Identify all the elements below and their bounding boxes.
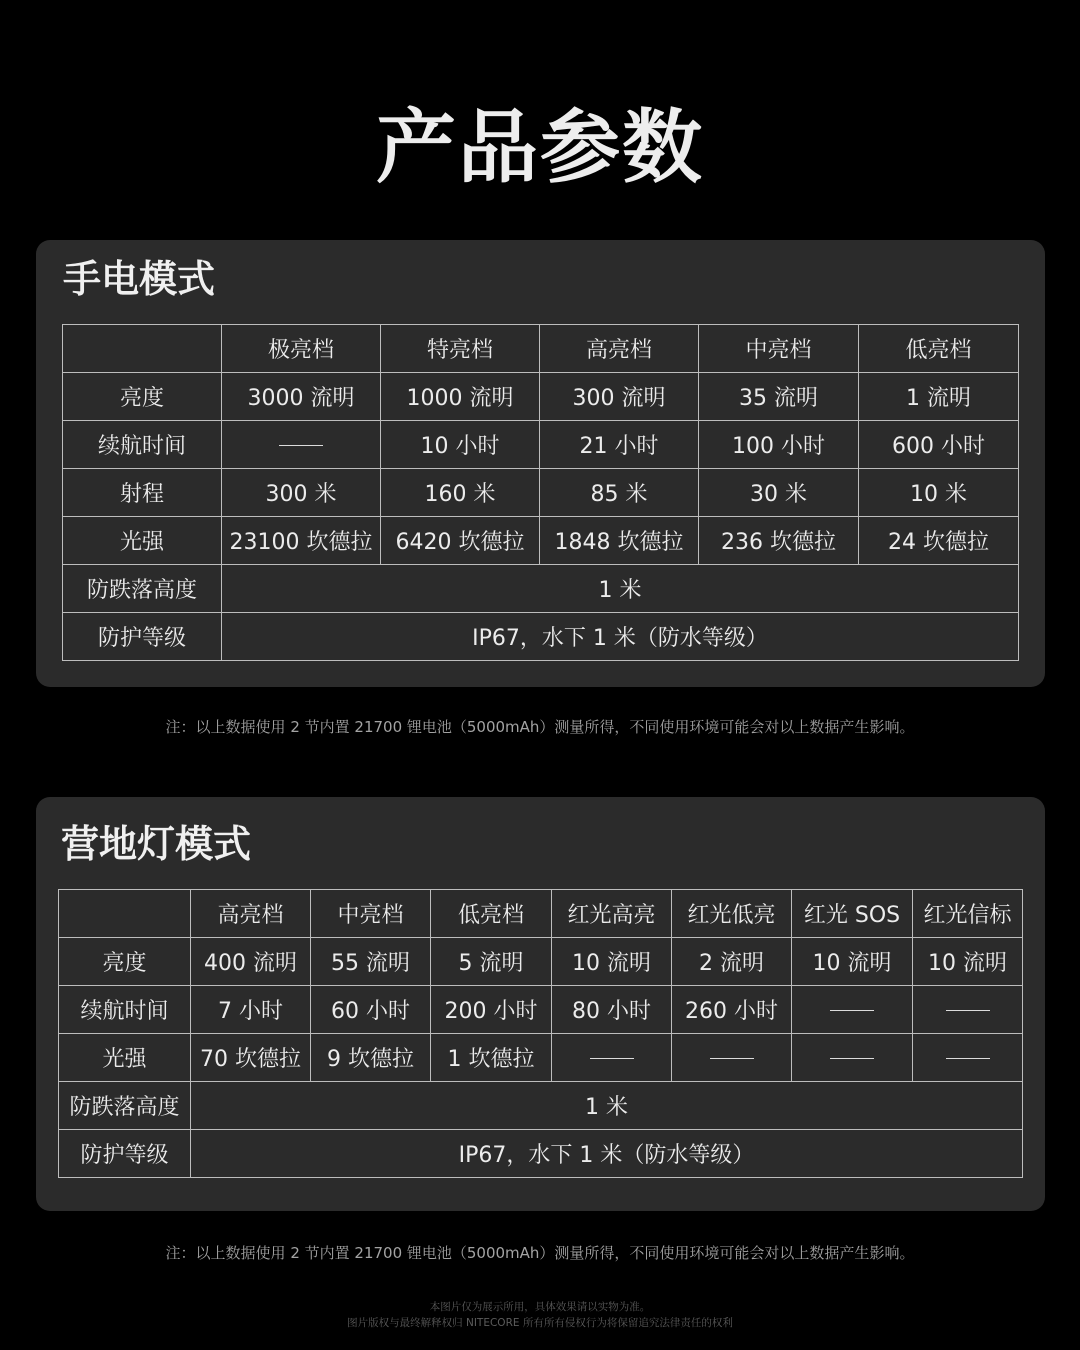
value-cell: 60 小时 (311, 986, 431, 1034)
mode-header-cell: 高亮档 (540, 325, 699, 373)
not-applicable-dash (830, 1058, 874, 1059)
row-label-cell: 防护等级 (59, 1130, 191, 1178)
value-cell: 24 坎德拉 (859, 517, 1019, 565)
corner-cell (59, 890, 191, 938)
flashlight-spec-table (62, 324, 1019, 661)
corner-cell (63, 325, 222, 373)
value-cell: 35 流明 (699, 373, 859, 421)
value-cell: 70 坎德拉 (191, 1034, 311, 1082)
test-note: 注：以上数据使用 2 节内置 21700 锂电池（5000mAh）测量所得，不同使用环境可能会对以上数据产生影响。 (165, 1244, 915, 1262)
value-cell: 21 小时 (540, 421, 699, 469)
table-header-row (59, 890, 1023, 938)
not-applicable-dash (946, 1010, 990, 1011)
value-cell (913, 1034, 1023, 1082)
table-row (59, 938, 1023, 986)
table-header-row (63, 325, 1019, 373)
table-row (63, 517, 1019, 565)
disclaimer-line-2: 图片版权与最终解释权归 NITECORE 所有所有侵权行为将保留追究法律责任的权利 (347, 1317, 733, 1329)
camp-light-mode-panel (36, 797, 1045, 1211)
table-row (63, 373, 1019, 421)
value-cell: 5 流明 (431, 938, 552, 986)
mode-header-cell: 低亮档 (431, 890, 552, 938)
value-cell: 9 坎德拉 (311, 1034, 431, 1082)
value-cell (792, 1034, 913, 1082)
row-label-cell: 射程 (63, 469, 222, 517)
table-row (63, 469, 1019, 517)
not-applicable-dash (590, 1058, 634, 1059)
value-cell: 200 小时 (431, 986, 552, 1034)
value-cell (672, 1034, 792, 1082)
mode-header-cell: 特亮档 (381, 325, 540, 373)
value-cell: 160 米 (381, 469, 540, 517)
value-cell (913, 986, 1023, 1034)
drop-height-row (59, 1082, 1023, 1130)
not-applicable-dash (710, 1058, 754, 1059)
row-label-cell: 续航时间 (63, 421, 222, 469)
table-row (59, 1034, 1023, 1082)
value-cell: 300 米 (222, 469, 381, 517)
page-title: 产品参数 (376, 101, 704, 194)
ip-rating-row (63, 613, 1019, 661)
row-label-cell: 续航时间 (59, 986, 191, 1034)
value-cell (222, 421, 381, 469)
value-cell: 30 米 (699, 469, 859, 517)
row-label-cell: 防跌落高度 (63, 565, 222, 613)
row-label-cell: 光强 (63, 517, 222, 565)
value-cell: 1 坎德拉 (431, 1034, 552, 1082)
test-note: 注：以上数据使用 2 节内置 21700 锂电池（5000mAh）测量所得，不同使用环境可能会对以上数据产生影响。 (165, 718, 915, 736)
mode-header-cell: 红光低亮 (672, 890, 792, 938)
not-applicable-dash (946, 1058, 990, 1059)
flashlight-mode-panel (36, 240, 1045, 687)
ip-rating-value: IP67，水下 1 米（防水等级） (191, 1130, 1023, 1178)
value-cell: 1000 流明 (381, 373, 540, 421)
ip-rating-value: IP67，水下 1 米（防水等级） (222, 613, 1019, 661)
value-cell: 3000 流明 (222, 373, 381, 421)
row-label-cell: 防护等级 (63, 613, 222, 661)
value-cell: 236 坎德拉 (699, 517, 859, 565)
value-cell: 600 小时 (859, 421, 1019, 469)
not-applicable-dash (279, 445, 323, 446)
mode-header-cell: 红光 SOS (792, 890, 913, 938)
value-cell: 85 米 (540, 469, 699, 517)
drop-height-value: 1 米 (222, 565, 1019, 613)
value-cell: 400 流明 (191, 938, 311, 986)
value-cell: 260 小时 (672, 986, 792, 1034)
mode-header-cell: 高亮档 (191, 890, 311, 938)
table-row (63, 421, 1019, 469)
value-cell: 55 流明 (311, 938, 431, 986)
row-label-cell: 亮度 (63, 373, 222, 421)
value-cell: 100 小时 (699, 421, 859, 469)
ip-rating-row (59, 1130, 1023, 1178)
camp-light-spec-table (58, 889, 1023, 1178)
row-label-cell: 防跌落高度 (59, 1082, 191, 1130)
mode-header-cell: 低亮档 (859, 325, 1019, 373)
mode-header-cell: 红光高亮 (552, 890, 672, 938)
mode-header-cell: 中亮档 (311, 890, 431, 938)
value-cell: 1848 坎德拉 (540, 517, 699, 565)
mode-header-cell: 红光信标 (913, 890, 1023, 938)
drop-height-row (63, 565, 1019, 613)
value-cell: 23100 坎德拉 (222, 517, 381, 565)
value-cell: 10 流明 (913, 938, 1023, 986)
disclaimer-line-1: 本图片仅为展示所用，具体效果请以实物为准。 (429, 1301, 651, 1313)
value-cell: 6420 坎德拉 (381, 517, 540, 565)
row-label-cell: 亮度 (59, 938, 191, 986)
value-cell (792, 986, 913, 1034)
mode-header-cell: 中亮档 (699, 325, 859, 373)
drop-height-value: 1 米 (191, 1082, 1023, 1130)
row-label-cell: 光强 (59, 1034, 191, 1082)
flashlight-mode-title: 手电模式 (63, 257, 216, 301)
camp-light-mode-title: 营地灯模式 (61, 822, 252, 866)
value-cell: 10 流明 (552, 938, 672, 986)
value-cell: 10 流明 (792, 938, 913, 986)
mode-header-cell: 极亮档 (222, 325, 381, 373)
table-row (59, 986, 1023, 1034)
value-cell: 10 小时 (381, 421, 540, 469)
not-applicable-dash (830, 1010, 874, 1011)
value-cell: 80 小时 (552, 986, 672, 1034)
value-cell: 2 流明 (672, 938, 792, 986)
value-cell (552, 1034, 672, 1082)
value-cell: 1 流明 (859, 373, 1019, 421)
value-cell: 300 流明 (540, 373, 699, 421)
value-cell: 10 米 (859, 469, 1019, 517)
value-cell: 7 小时 (191, 986, 311, 1034)
